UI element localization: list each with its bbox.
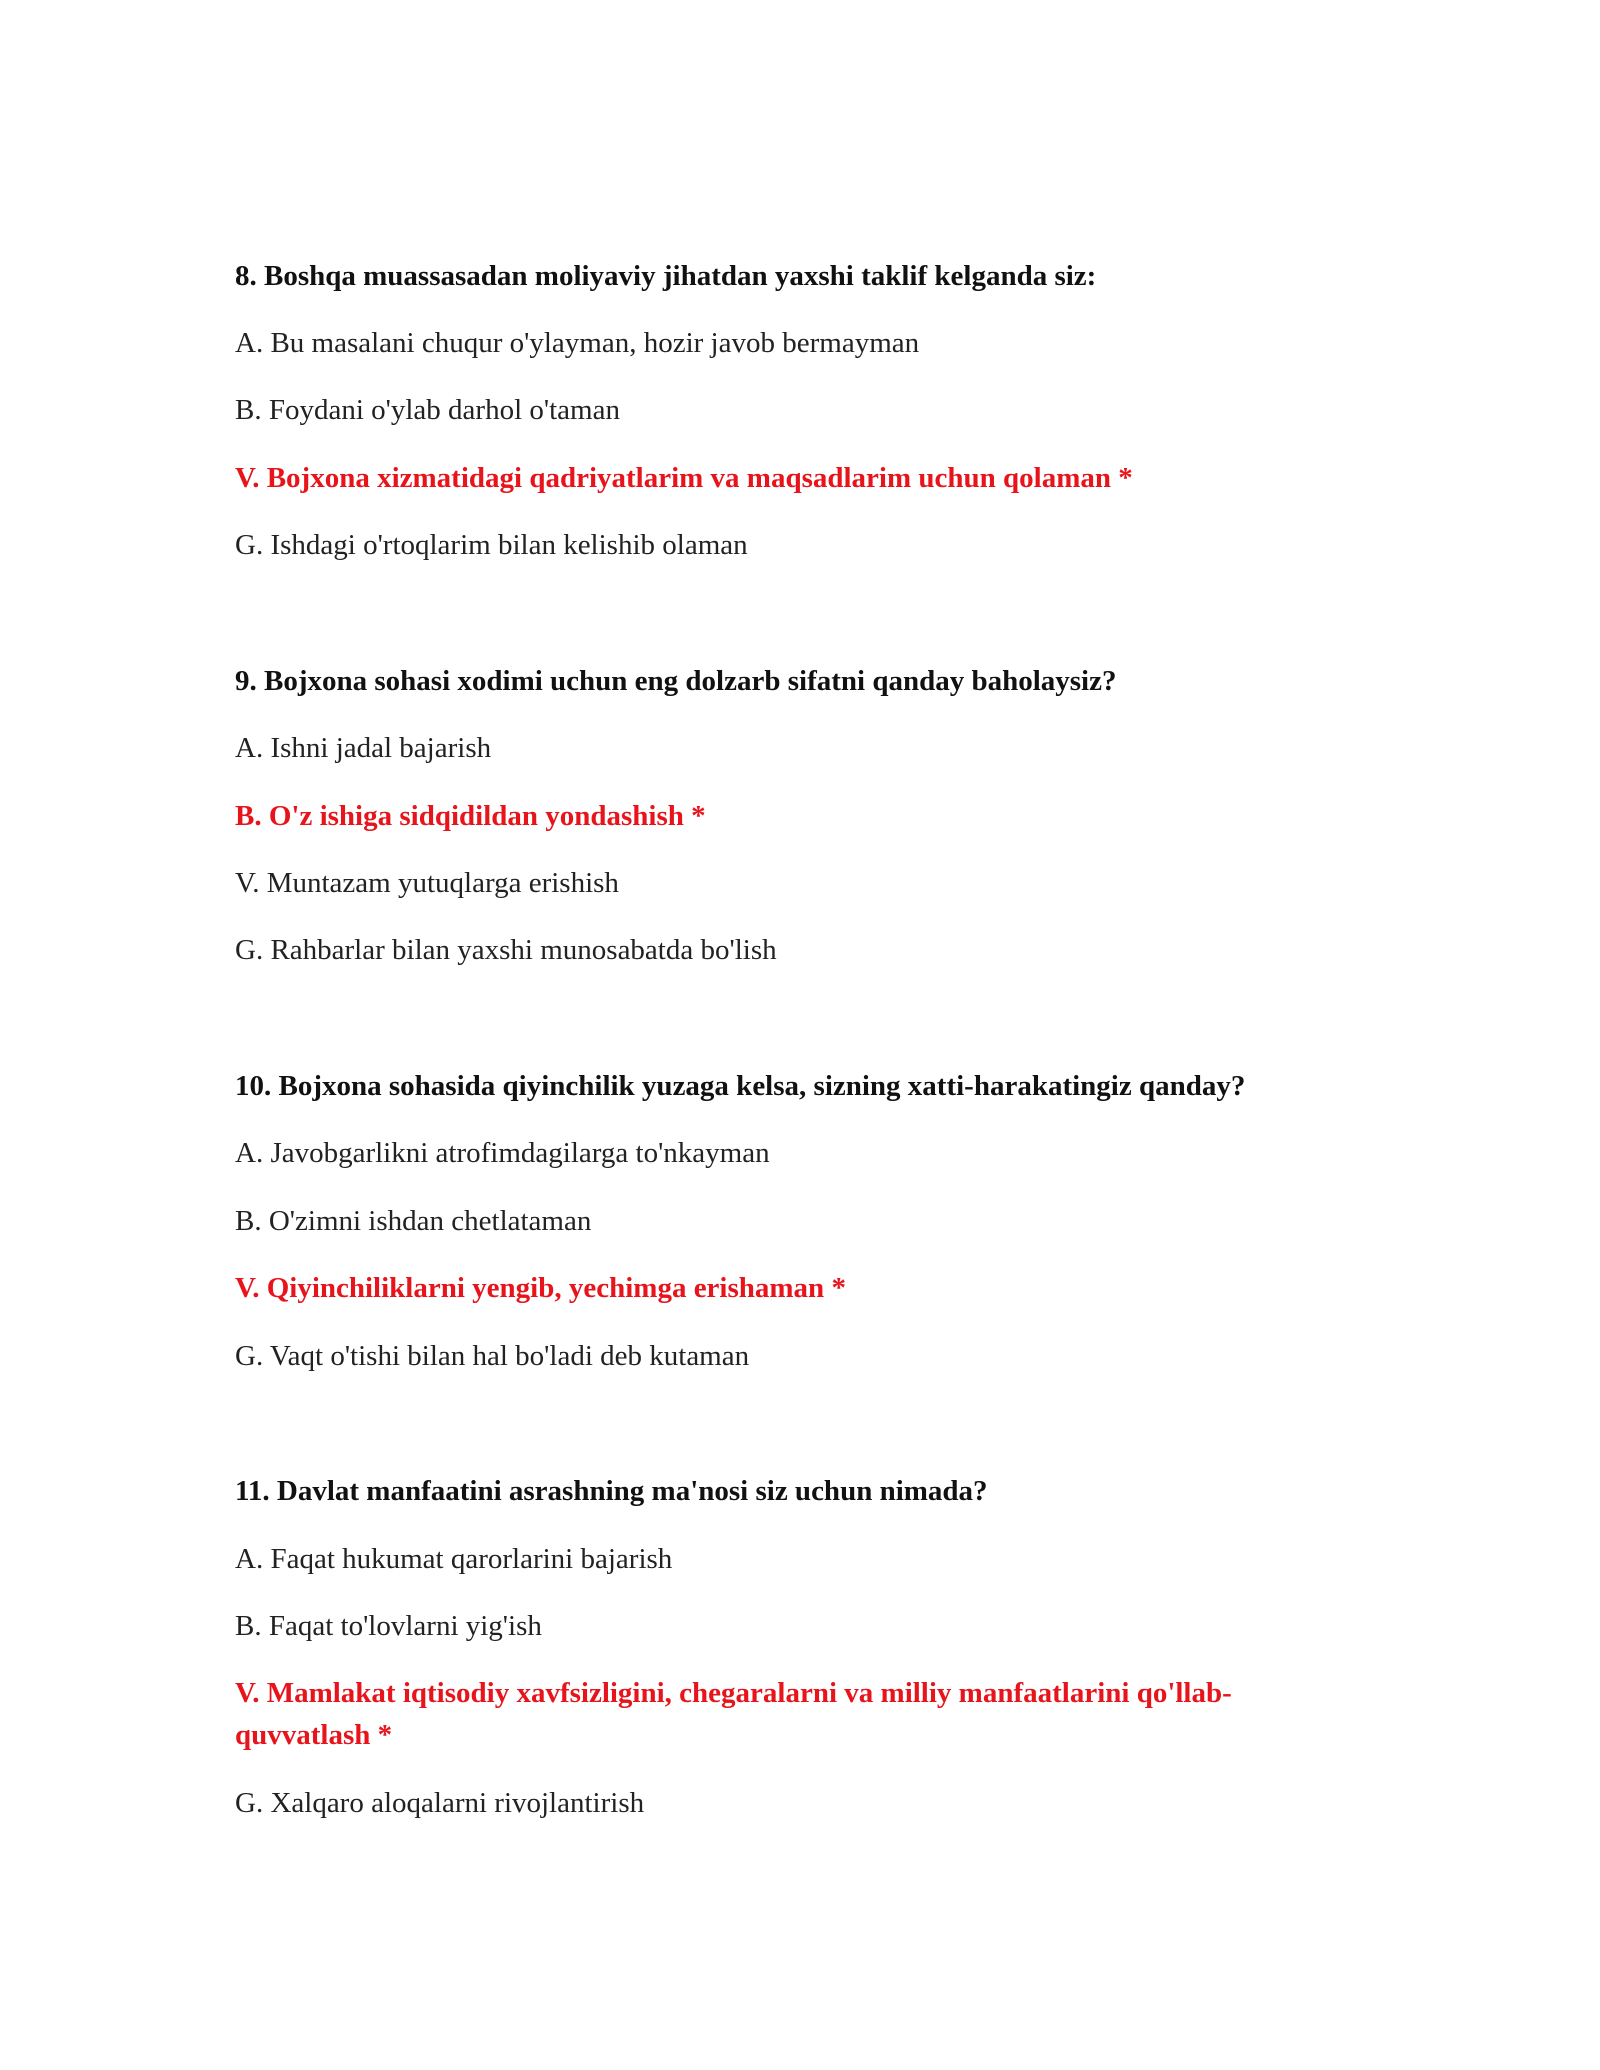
question-8-option-v-correct: V. Bojxona xizmatidagi qadriyatlarim va maqsadlarim uchun qolaman * (235, 462, 1133, 494)
question-8-title: 8. Boshqa muassasadan moliyaviy jihatdan yaxshi taklif kelganda siz: (235, 260, 1097, 292)
question-8-option-b: B. Foydani o'ylab darhol o'taman (235, 394, 620, 426)
question-10-option-a: A. Javobgarlikni atrofimdagilarga to'nkayman (235, 1137, 770, 1169)
question-11-title: 11. Davlat manfaatini asrashning ma'nosi siz uchun nimada? (235, 1475, 988, 1507)
question-10-option-b: B. O'zimni ishdan chetlataman (235, 1205, 592, 1237)
question-9-option-g: G. Rahbarlar bilan yaxshi munosabatda bo'lish (235, 934, 777, 966)
question-8-option-g: G. Ishdagi o'rtoqlarim bilan kelishib olaman (235, 529, 748, 561)
question-9-option-a: A. Ishni jadal bajarish (235, 732, 492, 764)
question-9-option-b-correct: B. O'z ishiga sidqidildan yondashish * (235, 800, 706, 832)
question-10-option-g: G. Vaqt o'tishi bilan hal bo'ladi deb kutaman (235, 1340, 750, 1372)
question-9-title: 9. Bojxona sohasi xodimi uchun eng dolzarb sifatni qanday baholaysiz? (235, 665, 1117, 697)
question-11-option-g: G. Xalqaro aloqalarni rivojlantirish (235, 1787, 645, 1819)
question-8-option-a: A. Bu masalani chuqur o'ylayman, hozir javob bermayman (235, 327, 920, 359)
question-11-option-v-correct: V. Mamlakat iqtisodiy xavfsizligini, chegaralarni va milliy manfaatlarini qo'llab-quvvatlash * (235, 1677, 1232, 1751)
question-11-option-b: B. Faqat to'lovlarni yig'ish (235, 1610, 542, 1642)
question-10-option-v-correct: V. Qiyinchiliklarni yengib, yechimga erishaman * (235, 1272, 846, 1304)
question-9-option-v: V. Muntazam yutuqlarga erishish (235, 867, 619, 899)
question-11-option-a: A. Faqat hukumat qarorlarini bajarish (235, 1543, 673, 1575)
question-10-title: 10. Bojxona sohasida qiyinchilik yuzaga kelsa, sizning xatti-harakatingiz qanday? (235, 1070, 1246, 1102)
